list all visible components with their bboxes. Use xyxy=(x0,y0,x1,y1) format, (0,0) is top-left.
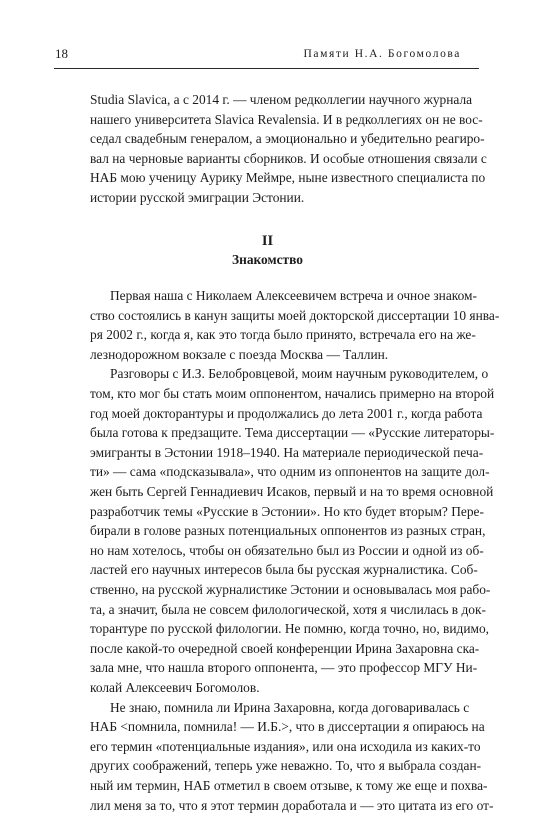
running-title: Памяти Н.А. Богомолова xyxy=(303,48,461,60)
text-line: НАБ <помнила, помнила! — И.Б.>, что в диссертации я опираюсь на xyxy=(90,719,485,735)
text-line: других соображений, теперь уже неважно. То, что я выбрала создан- xyxy=(90,758,482,774)
text-line: истории русской эмиграции Эстонии. xyxy=(90,189,305,205)
paragraph xyxy=(90,286,500,364)
text-line: эмигранты в Эстонии 1918–1940. На материале периодической печа- xyxy=(90,444,484,460)
text-line: колай Алексеевич Богомолов. xyxy=(90,679,260,695)
text-line: том, кто мог бы стать моим оппонентом, начались примерно на второй xyxy=(90,385,495,401)
text-line: нашего университета Slavica Revalensia. И в редколлегиях он не вос- xyxy=(90,111,483,127)
text-line: после какой-то очередной своей конференции Ирина Захаровна ска- xyxy=(90,640,480,656)
text-line: жен быть Сергей Геннадиевич Исаков, первый и на то время основной xyxy=(90,483,494,499)
text-line: ство состоялись в канун защиты моей докторской диссертации 10 янва- xyxy=(90,307,500,323)
text-line: вал на черновые варианты сборников. И особые отношения связали с xyxy=(90,150,487,166)
text-line: ственно, на русской журналистике Эстонии и основывалась моя рабо- xyxy=(90,581,491,597)
text-line: но нам хотелось, чтобы он обязательно был из России и одной из об- xyxy=(90,542,484,558)
paragraph-continuation xyxy=(90,90,487,208)
text-line: лил меня за то, что я этот термин доработала и — это цитата из его от- xyxy=(90,797,494,813)
text-line: Не знаю, помнила ли Ирина Захаровна, когда договаривалась с xyxy=(110,699,470,715)
text-line: седал свадебным генералом, а эмоционально и убедительно реагиро- xyxy=(90,131,485,147)
running-header xyxy=(54,46,479,69)
text-line: торантуре по русской филологии. Не помню, когда точно, но, видимо, xyxy=(90,621,490,637)
section-number: II xyxy=(261,233,274,249)
text-line: та, а значит, была не совсем филологической, хотя я числилась в док- xyxy=(90,601,486,617)
text-line: ти» — сама «подсказывала», что одним из оппонентов на защите дол- xyxy=(90,464,490,480)
text-line: ный им термин, НАБ отметил в своем отзыве, к тому же еще и похва- xyxy=(90,777,488,793)
page-number: 18 xyxy=(55,46,68,61)
text-line: Первая наша с Николаем Алексеевичем встреча и очное знаком- xyxy=(110,288,477,303)
section-title: Знакомство xyxy=(232,252,303,267)
text-line: бирали в голове разных потенциальных оппонентов из разных стран, xyxy=(90,523,486,539)
text-line: Studia Slavica, а с 2014 г. — членом редколлегии научного журнала xyxy=(90,92,473,107)
paragraph xyxy=(90,364,495,697)
text-line: зала мне, что нашла второго оппонента, — это профессор МГУ Ни- xyxy=(90,660,478,676)
text-line: была готова к предзащите. Тема диссертации — «Русские литераторы- xyxy=(90,425,495,441)
text-line: лезнодорожном вокзале с поезда Москва — Таллин. xyxy=(90,346,389,362)
text-line: Разговоры с И.З. Белобровцевой, моим научным руководителем, о xyxy=(110,366,489,382)
text-line: разработчик темы «Русские в Эстонии». Но кто будет вторым? Пере- xyxy=(90,503,484,519)
text-line: его термин «потенциальные издания», или она исходила из каких-то xyxy=(90,738,481,754)
text-line: год моей докторантуры и продолжались до лета 2001 г., когда работа xyxy=(90,405,483,421)
text-line: ластей его научных интересов была бы русская журналистика. Соб- xyxy=(90,562,478,578)
paragraph xyxy=(90,698,494,815)
text-line: НАБ мою ученицу Аурику Меймре, ныне известного специалиста по xyxy=(90,170,486,186)
text-line: ря 2002 г., когда я, как это тогда было принято, встречала его на же- xyxy=(90,327,476,343)
